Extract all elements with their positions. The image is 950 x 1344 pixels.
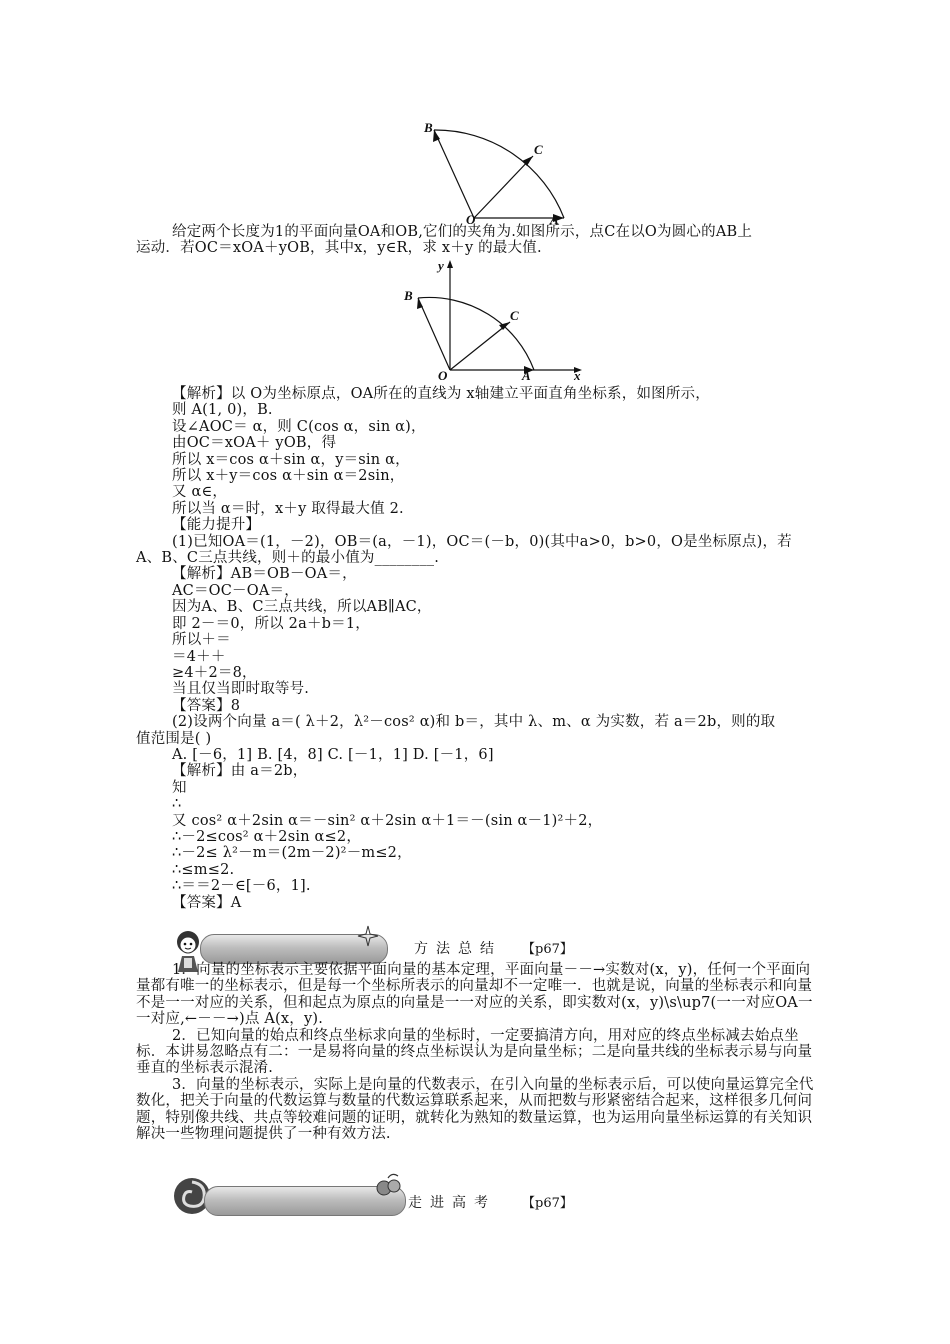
solution3-line: ∴＝＝2－∈[－6，1].	[172, 878, 311, 895]
figure2-label-a: A	[522, 368, 531, 380]
figure1-label-b: B	[424, 120, 433, 135]
solution3-answer: 【答案】A	[172, 894, 242, 911]
solution2-line: ≥4＋2＝8，	[172, 664, 257, 681]
problem-intro	[136, 224, 816, 257]
sparkle-icon	[356, 924, 380, 948]
solution2-line: ＝4＋＋	[172, 648, 226, 665]
go-to-exam-title: 走进高考	[408, 1195, 496, 1211]
method-paragraph: 1．向量的坐标表示主要依据平面向量的基本定理，平面向量－－→实数对(x，y)，任何一个平面向量都有唯一的坐标表示，但是每一个坐标所表示的向量却不一定唯一．也就是说，向量的坐标表示和向量不是一一对应的关系，但和起点为原点的向量是一一对应的关系，即实数对(x，y)\s\up7(一一对应OA一一对应,←－－→)点 A(x，y).	[136, 962, 813, 1028]
solution3-line: ∴－2≤ λ²－m＝(2m－2)²－m≤2，	[172, 845, 412, 862]
figure1-label-c: C	[534, 142, 543, 157]
solution3-line: 又 cos² α＋2sin α＝－sin² α＋2sin α＋1＝－(sin α－1)²＋2，	[172, 812, 603, 829]
method-summary-text	[136, 962, 816, 1142]
solution3-line: ∴	[172, 796, 182, 813]
problem-intro-line2: 运动．若OC＝xOA＋yOB，其中x，y∈R，求 x＋y 的最大值.	[136, 240, 542, 257]
problem2-options: A. [－6，1] B. [4，8] C. [－1，1] D. [－1，6]	[172, 746, 494, 763]
solution1-line: 【解析】以 O为坐标原点，OA所在的直线为 x轴建立平面直角坐标系，如图所示，	[172, 386, 710, 402]
solution1-line: 设∠AOC＝ α，则 C(cos α，sin α)，	[172, 418, 426, 435]
method-summary-title: 方法总结	[414, 941, 502, 957]
solution1-line: 则 A(1, 0)，B.	[172, 402, 273, 419]
figure2-label-b: B	[404, 288, 413, 303]
problem1-line2: A、B、C三点共线，则＋的最小值为________.	[136, 550, 440, 567]
solution2-line: 所以＋＝	[172, 632, 231, 649]
solution2-line: 【解析】AB＝OB－OA＝，	[172, 566, 357, 583]
method-paragraph: 2．已知向量的始点和终点坐标求向量的坐标时，一定要搞清方向，用对应的终点坐标减去始点坐标．本讲易忽略点有二：一是易将向量的终点坐标误认为是向量坐标；二是向量共线的坐标表示易与向量垂直的坐标表示混淆.	[136, 1027, 813, 1077]
solution3-line: 知	[172, 779, 187, 796]
problem2-line2: 值范围是( )	[136, 730, 212, 747]
fruit-decoration-icon	[374, 1172, 404, 1200]
solution2-line: 因为A、B、C三点共线，所以AB∥AC，	[172, 599, 432, 616]
figure-sector-1	[420, 118, 580, 226]
go-to-exam-banner	[170, 1168, 600, 1220]
solution3-line: ∴≤m≤2.	[172, 861, 235, 878]
solution3-line: 【解析】由 a＝2b，	[172, 763, 308, 780]
figure2-label-o: O	[438, 368, 448, 380]
figure2-label-x: x	[574, 368, 581, 380]
solution2-line: 当且仅当即时取等号.	[172, 681, 310, 698]
figure1-label-o: O	[466, 212, 476, 226]
method-summary-page-ref: 【p67】	[522, 942, 573, 957]
solution3-line: ∴－2≤cos² α＋2sin α≤2，	[172, 828, 362, 845]
go-to-exam-page-ref: 【p67】	[522, 1196, 573, 1211]
ability-heading: 【能力提升】	[172, 517, 261, 534]
problem2-line1: (2)设两个向量 a＝( λ＋2，λ²－cos² α)和 b＝，其中 λ、m、α 为实数，若 a＝2b，则的取	[172, 714, 776, 731]
figure2-label-y: y	[438, 258, 444, 273]
solution1-line: 所以 x＋y＝cos α＋sin α＝2sin，	[172, 468, 405, 485]
solution1-line: 由OC＝xOA＋ yOB，得	[172, 435, 337, 452]
solution-1	[136, 386, 816, 911]
solution2-line: 即 2－＝0，所以 2a＋b＝1，	[172, 615, 370, 632]
solution1-line: 又 α∈，	[172, 484, 228, 501]
figure2-label-c: C	[510, 308, 519, 323]
solution1-line: 所以 x＝cos α＋sin α，y＝sin α，	[172, 451, 410, 468]
solution1-line: 所以当 α＝时，x＋y 取得最大值 2.	[172, 500, 404, 517]
solution2-line: AC＝OC－OA＝，	[172, 582, 299, 599]
method-paragraph: 3．向量的坐标表示，实际上是向量的代数表示，在引入向量的坐标表示后，可以使向量运算完全代数化，把关于向量的代数运算与数量的代数运算联系起来，从而把数与形紧密结合起来，这样很多几何问题，特别像共线、共点等较难问题的证明，就转化为熟知的数量运算，也为运用向量坐标运算的有关知识解决一些物理问题提供了一种有效方法.	[136, 1076, 814, 1143]
problem1-line1: (1)已知OA＝(1，－2)，OB＝(a，－1)，OC＝(－b，0)(其中a>0，b>0，O是坐标原点)，若	[172, 533, 792, 550]
figure1-label-a: A	[550, 212, 559, 226]
problem-intro-line1: 给定两个长度为1的平面向量OA和OB,它们的夹角为.如图所示，点C在以O为圆心的AB上	[172, 224, 753, 240]
solution2-answer: 【答案】8	[172, 697, 241, 714]
figure-sector-2	[398, 258, 588, 380]
